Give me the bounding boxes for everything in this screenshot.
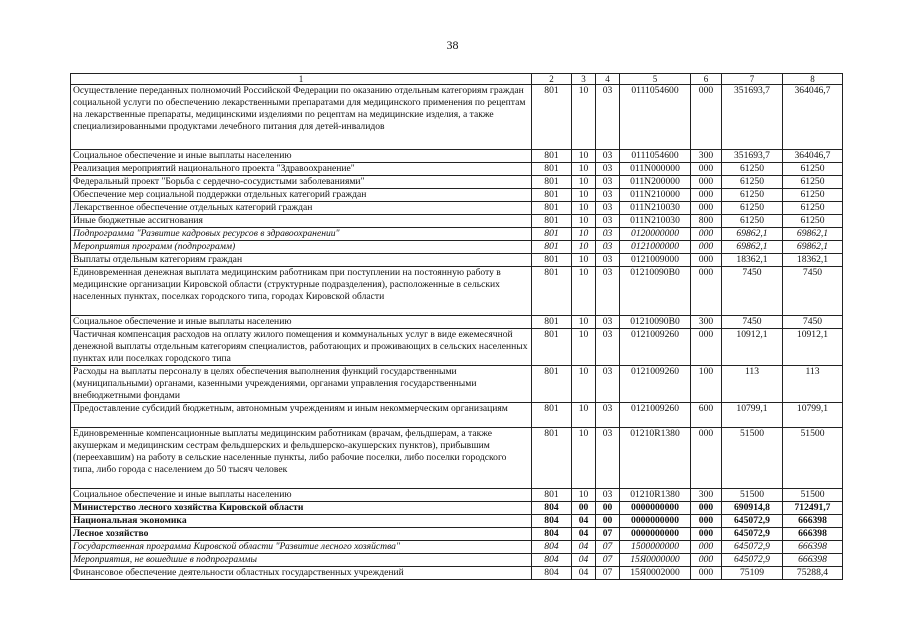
- row-section: 10: [572, 366, 596, 403]
- table-row: [71, 163, 843, 176]
- row-name: Мероприятия программ (подпрограмм): [71, 241, 532, 254]
- header-col-3: 3: [572, 74, 596, 85]
- table-row: [71, 150, 843, 163]
- row-expense-type: 000: [691, 254, 722, 267]
- row-admin-code: 801: [532, 329, 572, 366]
- row-expense-type: 600: [691, 403, 722, 428]
- row-amount-year2: 69862,1: [783, 241, 843, 254]
- row-amount-year1: 10912,1: [722, 329, 783, 366]
- row-amount-year2: 61250: [783, 176, 843, 189]
- row-expense-type: 000: [691, 528, 722, 541]
- row-amount-year2: 10912,1: [783, 329, 843, 366]
- row-target-code: 01210R1380: [620, 489, 691, 502]
- row-name: Федеральный проект "Борьба с сердечно-сосудистыми заболеваниями": [71, 176, 532, 189]
- row-name: Министерство лесного хозяйства Кировской области: [71, 502, 532, 515]
- row-subsection: 00: [596, 515, 620, 528]
- row-amount-year2: 666398: [783, 554, 843, 567]
- row-admin-code: 801: [532, 428, 572, 489]
- table-row: [71, 215, 843, 228]
- row-amount-year2: 61250: [783, 202, 843, 215]
- row-name: Обеспечение мер социальной поддержки отдельных категорий граждан: [71, 189, 532, 202]
- header-col-1: 1: [71, 74, 532, 85]
- row-name: Финансовое обеспечение деятельности областных государственных учреждений: [71, 567, 532, 580]
- row-section: 10: [572, 316, 596, 329]
- row-amount-year1: 690914,8: [722, 502, 783, 515]
- row-subsection: 03: [596, 202, 620, 215]
- row-amount-year1: 18362,1: [722, 254, 783, 267]
- row-amount-year1: 61250: [722, 202, 783, 215]
- row-target-code: 011N210000: [620, 189, 691, 202]
- row-target-code: 011N210030: [620, 215, 691, 228]
- row-amount-year2: 51500: [783, 428, 843, 489]
- row-amount-year1: 75109: [722, 567, 783, 580]
- row-target-code: 01210R1380: [620, 428, 691, 489]
- row-amount-year2: 69862,1: [783, 228, 843, 241]
- row-expense-type: 100: [691, 366, 722, 403]
- row-target-code: 0120000000: [620, 228, 691, 241]
- row-expense-type: 000: [691, 176, 722, 189]
- table-row: [71, 515, 843, 528]
- row-subsection: 03: [596, 329, 620, 366]
- row-section: 10: [572, 428, 596, 489]
- row-admin-code: 801: [532, 163, 572, 176]
- row-name: Социальное обеспечение и иные выплаты населению: [71, 150, 532, 163]
- row-target-code: 0121009260: [620, 403, 691, 428]
- row-target-code: 01210090B0: [620, 316, 691, 329]
- row-subsection: 03: [596, 366, 620, 403]
- row-amount-year2: 18362,1: [783, 254, 843, 267]
- row-admin-code: 801: [532, 267, 572, 316]
- row-admin-code: 801: [532, 215, 572, 228]
- table-body: [71, 85, 843, 580]
- row-amount-year1: 10799,1: [722, 403, 783, 428]
- row-admin-code: 801: [532, 176, 572, 189]
- row-name: Реализация мероприятий национального проекта "Здравоохранение": [71, 163, 532, 176]
- row-expense-type: 000: [691, 541, 722, 554]
- row-amount-year2: 666398: [783, 515, 843, 528]
- row-expense-type: 000: [691, 189, 722, 202]
- page-number: 38: [446, 38, 459, 52]
- row-expense-type: 000: [691, 85, 722, 150]
- table-row: [71, 85, 843, 150]
- row-section: 10: [572, 202, 596, 215]
- table-row: [71, 329, 843, 366]
- row-amount-year1: 61250: [722, 163, 783, 176]
- table-row: [71, 202, 843, 215]
- row-target-code: 011N210030: [620, 202, 691, 215]
- row-admin-code: 801: [532, 228, 572, 241]
- header-col-4: 4: [596, 74, 620, 85]
- row-target-code: 0000000000: [620, 502, 691, 515]
- row-section: 04: [572, 528, 596, 541]
- row-admin-code: 804: [532, 515, 572, 528]
- row-name: Осуществление переданных полномочий Российской Федерации по оказанию отдельным категориям граждан социальной услуги по обеспечению лекарственными препаратами для медицинского применения по рецептам на лекарственные препараты, медицинскими изделиями по рецептам на медицинские изделия, а также специализированными продуктами лечебного питания для детей-инвалидов: [71, 85, 532, 150]
- budget-table: [70, 73, 843, 580]
- row-subsection: 07: [596, 567, 620, 580]
- row-amount-year1: 645072,9: [722, 541, 783, 554]
- table-row: [71, 528, 843, 541]
- row-amount-year2: 10799,1: [783, 403, 843, 428]
- row-admin-code: 801: [532, 241, 572, 254]
- table-row: [71, 428, 843, 489]
- row-section: 10: [572, 254, 596, 267]
- table-row: [71, 241, 843, 254]
- row-expense-type: 000: [691, 428, 722, 489]
- row-amount-year2: 61250: [783, 215, 843, 228]
- table-row: [71, 567, 843, 580]
- table-row: [71, 267, 843, 316]
- row-section: 10: [572, 176, 596, 189]
- row-amount-year1: 645072,9: [722, 515, 783, 528]
- row-subsection: 03: [596, 150, 620, 163]
- row-admin-code: 804: [532, 567, 572, 580]
- table-row: [71, 176, 843, 189]
- row-subsection: 03: [596, 241, 620, 254]
- header-col-5: 5: [620, 74, 691, 85]
- row-amount-year2: 61250: [783, 163, 843, 176]
- table-row: [71, 502, 843, 515]
- row-target-code: 0111054600: [620, 150, 691, 163]
- row-name: Лекарственное обеспечение отдельных категорий граждан: [71, 202, 532, 215]
- row-amount-year1: 51500: [722, 428, 783, 489]
- row-expense-type: 000: [691, 163, 722, 176]
- row-subsection: 03: [596, 228, 620, 241]
- row-section: 04: [572, 541, 596, 554]
- row-section: 10: [572, 85, 596, 150]
- row-admin-code: 801: [532, 202, 572, 215]
- row-amount-year1: 51500: [722, 489, 783, 502]
- row-amount-year2: 75288,4: [783, 567, 843, 580]
- row-expense-type: 800: [691, 215, 722, 228]
- row-amount-year2: 113: [783, 366, 843, 403]
- row-expense-type: 000: [691, 502, 722, 515]
- row-section: 10: [572, 489, 596, 502]
- row-expense-type: 000: [691, 515, 722, 528]
- table-row: [71, 254, 843, 267]
- row-section: 10: [572, 403, 596, 428]
- header-col-6: 6: [691, 74, 722, 85]
- row-admin-code: 804: [532, 528, 572, 541]
- row-subsection: 03: [596, 489, 620, 502]
- row-admin-code: 801: [532, 403, 572, 428]
- row-target-code: 01210090B0: [620, 267, 691, 316]
- row-amount-year1: 69862,1: [722, 241, 783, 254]
- header-row: [71, 74, 843, 85]
- row-target-code: 0121009260: [620, 329, 691, 366]
- row-amount-year1: 351693,7: [722, 150, 783, 163]
- row-expense-type: 300: [691, 489, 722, 502]
- row-admin-code: 801: [532, 489, 572, 502]
- row-expense-type: 300: [691, 150, 722, 163]
- row-name: Подпрограмма "Развитие кадровых ресурсов в здравоохранении": [71, 228, 532, 241]
- row-subsection: 03: [596, 85, 620, 150]
- row-expense-type: 000: [691, 241, 722, 254]
- row-subsection: 07: [596, 554, 620, 567]
- row-subsection: 03: [596, 428, 620, 489]
- row-name: Предоставление субсидий бюджетным, автономным учреждениям и иным некоммерческим организациям: [71, 403, 532, 428]
- row-amount-year1: 61250: [722, 189, 783, 202]
- row-section: 04: [572, 515, 596, 528]
- row-section: 04: [572, 567, 596, 580]
- row-amount-year1: 645072,9: [722, 554, 783, 567]
- row-admin-code: 801: [532, 316, 572, 329]
- row-target-code: 0000000000: [620, 528, 691, 541]
- table-row: [71, 366, 843, 403]
- table-row: [71, 228, 843, 241]
- row-admin-code: 801: [532, 366, 572, 403]
- row-target-code: 0121009260: [620, 366, 691, 403]
- row-target-code: 15Я0000000: [620, 554, 691, 567]
- row-expense-type: 000: [691, 228, 722, 241]
- row-amount-year1: 61250: [722, 176, 783, 189]
- row-name: Лесное хозяйство: [71, 528, 532, 541]
- row-section: 10: [572, 163, 596, 176]
- row-amount-year2: 712491,7: [783, 502, 843, 515]
- row-name: Выплаты отдельным категориям граждан: [71, 254, 532, 267]
- row-amount-year2: 7450: [783, 267, 843, 316]
- row-subsection: 03: [596, 254, 620, 267]
- table-row: [71, 403, 843, 428]
- row-amount-year1: 351693,7: [722, 85, 783, 150]
- row-amount-year1: 7450: [722, 316, 783, 329]
- row-amount-year2: 7450: [783, 316, 843, 329]
- table-row: [71, 554, 843, 567]
- row-subsection: 03: [596, 267, 620, 316]
- header-col-7: 7: [722, 74, 783, 85]
- row-target-code: 15Я0002000: [620, 567, 691, 580]
- row-amount-year2: 364046,7: [783, 150, 843, 163]
- row-subsection: 03: [596, 215, 620, 228]
- row-name: Социальное обеспечение и иные выплаты населению: [71, 316, 532, 329]
- row-amount-year2: 51500: [783, 489, 843, 502]
- table-row: [71, 541, 843, 554]
- row-section: 10: [572, 228, 596, 241]
- row-target-code: 011N000000: [620, 163, 691, 176]
- row-amount-year2: 666398: [783, 541, 843, 554]
- row-amount-year1: 61250: [722, 215, 783, 228]
- row-amount-year2: 61250: [783, 189, 843, 202]
- row-section: 04: [572, 554, 596, 567]
- row-admin-code: 804: [532, 502, 572, 515]
- row-expense-type: 000: [691, 554, 722, 567]
- row-expense-type: 000: [691, 567, 722, 580]
- row-subsection: 07: [596, 541, 620, 554]
- row-target-code: 0111054600: [620, 85, 691, 150]
- row-expense-type: 000: [691, 202, 722, 215]
- row-name: Национальная экономика: [71, 515, 532, 528]
- row-section: 10: [572, 267, 596, 316]
- row-admin-code: 801: [532, 189, 572, 202]
- row-target-code: 0000000000: [620, 515, 691, 528]
- row-amount-year2: 666398: [783, 528, 843, 541]
- row-amount-year1: 113: [722, 366, 783, 403]
- row-target-code: 0121000000: [620, 241, 691, 254]
- row-name: Частичная компенсация расходов на оплату жилого помещения и коммунальных услуг в виде ежемесячной денежной выплаты отдельным категориям специалистов, работающих и проживающих в сельских населенных пунктах или поселках городского типа: [71, 329, 532, 366]
- row-admin-code: 804: [532, 541, 572, 554]
- row-target-code: 1500000000: [620, 541, 691, 554]
- row-amount-year1: 645072,9: [722, 528, 783, 541]
- row-amount-year1: 7450: [722, 267, 783, 316]
- row-amount-year2: 364046,7: [783, 85, 843, 150]
- header-col-8: 8: [783, 74, 843, 85]
- row-section: 10: [572, 189, 596, 202]
- row-expense-type: 000: [691, 329, 722, 366]
- table-row: [71, 489, 843, 502]
- row-name: Государственная программа Кировской области "Развитие лесного хозяйства": [71, 541, 532, 554]
- row-section: 10: [572, 241, 596, 254]
- header-col-2: 2: [532, 74, 572, 85]
- row-subsection: 03: [596, 316, 620, 329]
- row-expense-type: 300: [691, 316, 722, 329]
- row-amount-year1: 69862,1: [722, 228, 783, 241]
- row-expense-type: 000: [691, 267, 722, 316]
- row-name: Единовременная денежная выплата медицинским работникам при поступлении на постоянную работу в медицинские организации Кировской области (структурные подразделения), расположенные в сельских населенных пунктах, поселках городского типа, городах Кировской области: [71, 267, 532, 316]
- row-section: 10: [572, 150, 596, 163]
- row-target-code: 011N200000: [620, 176, 691, 189]
- row-section: 10: [572, 215, 596, 228]
- row-name: Единовременные компенсационные выплаты медицинским работникам (врачам, фельдшерам, а также акушеркам и медицинским сестрам фельдшерских и фельдшерско-акушерских пунктов), прибывшим (переехавшим) на работу в сельские населенные пункты, либо рабочие поселки, либо поселки городского типа, либо города с населением до 50 тысяч человек: [71, 428, 532, 489]
- row-subsection: 03: [596, 403, 620, 428]
- row-admin-code: 801: [532, 150, 572, 163]
- row-section: 00: [572, 502, 596, 515]
- row-admin-code: 801: [532, 254, 572, 267]
- row-section: 10: [572, 329, 596, 366]
- table-row: [71, 189, 843, 202]
- row-name: Иные бюджетные ассигнования: [71, 215, 532, 228]
- row-name: Расходы на выплаты персоналу в целях обеспечения выполнения функций государственными (муниципальными) органами, казенными учреждениями, органами управления государственными внебюджетными фондами: [71, 366, 532, 403]
- row-subsection: 00: [596, 502, 620, 515]
- row-subsection: 03: [596, 189, 620, 202]
- row-name: Мероприятия, не вошедшие в подпрограммы: [71, 554, 532, 567]
- row-target-code: 0121009000: [620, 254, 691, 267]
- row-name: Социальное обеспечение и иные выплаты населению: [71, 489, 532, 502]
- row-admin-code: 801: [532, 85, 572, 150]
- table-row: [71, 316, 843, 329]
- row-subsection: 03: [596, 176, 620, 189]
- row-subsection: 07: [596, 528, 620, 541]
- row-subsection: 03: [596, 163, 620, 176]
- row-admin-code: 804: [532, 554, 572, 567]
